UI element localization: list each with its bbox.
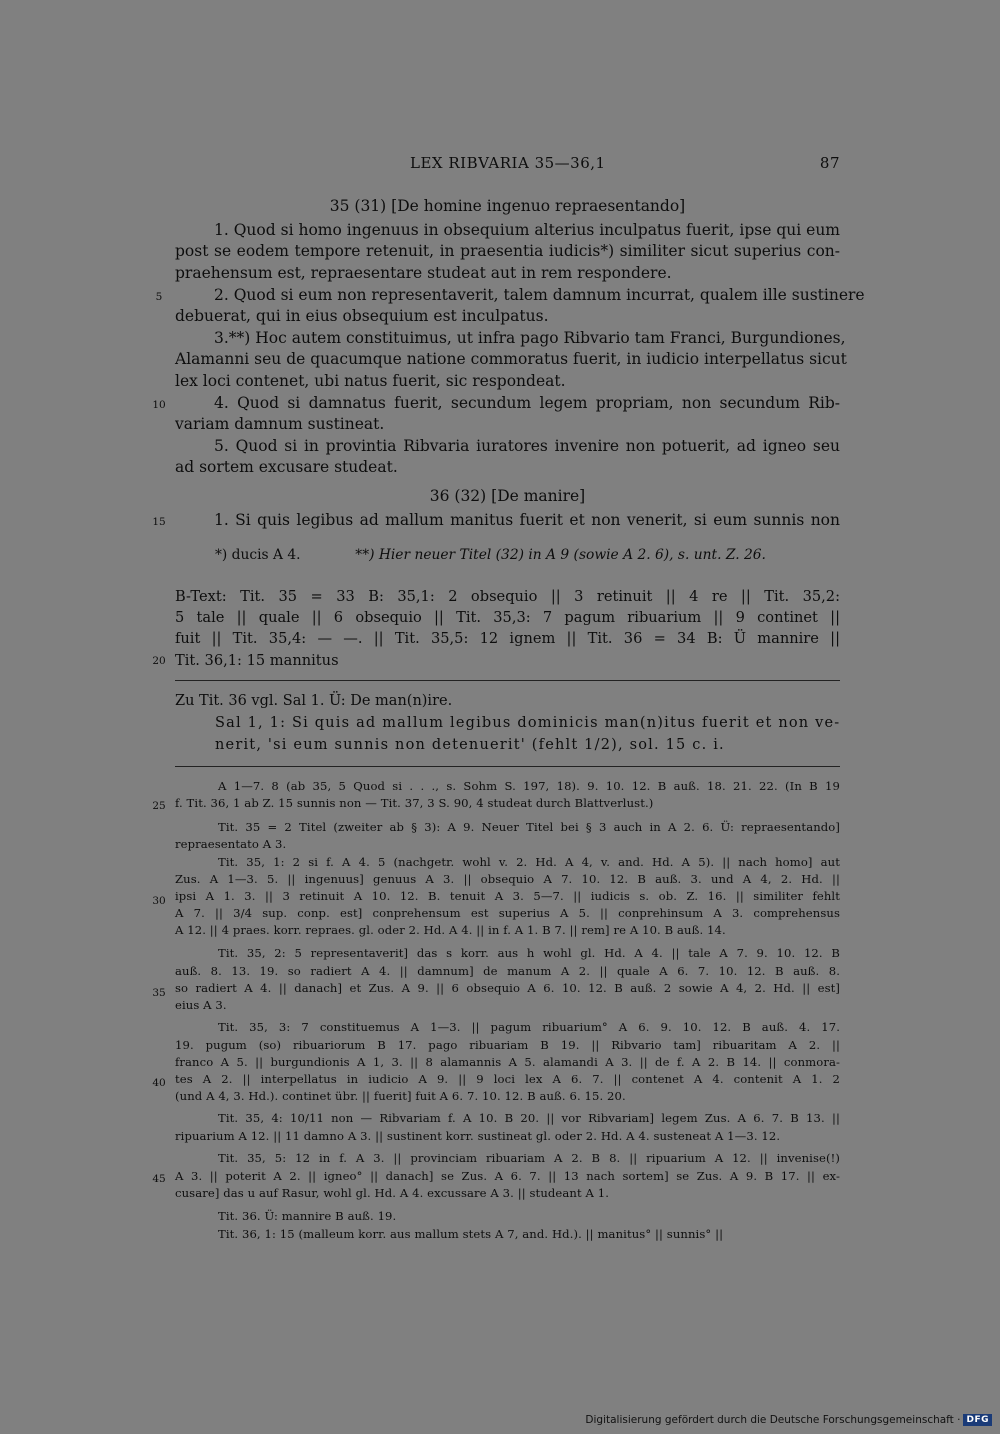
text-line: variam damnum sustineat. [175, 415, 385, 433]
title-35-heading: 35 (31) [De homine ingenuo repraesentando] [329, 197, 686, 215]
apparatus-line: auß. 8. 13. 19. so radiert A 4. || damnum] de manum A 2. || quale A 6. 7. 10. 12. B auß. 8. [175, 964, 840, 978]
b-text-line: 5 tale || quale || 6 obsequio || Tit. 35,3: 7 pagum ribuarium || 9 continet || [175, 609, 840, 626]
apparatus-line: so radiert A 4. || danach] et Zus. A 9. || 6 obsequio A 6. 10. 12. B auß. 2 sowie A 4, 2. Hd. || est] [175, 981, 840, 995]
apparatus-line: Tit. 36, 1: 15 (malleum korr. aus mallum stets A 7, and. Hd.). || manitus° || sunnis° || [218, 1227, 724, 1241]
footer-text: Digitalisierung gefördert durch die Deutsche Forschungsgemeinschaft · [585, 1414, 961, 1426]
running-header [175, 154, 840, 178]
zu-line: nerit, 'si eum sunnis non detenuerit' (fehlt 1/2), sol. 15 c. i. [215, 737, 725, 753]
b-text-line: fuit || Tit. 35,4: — —. || Tit. 35,5: 12 ignem || Tit. 36 = 34 B: Ü mannire || [175, 630, 840, 647]
text-line: 4. Quod si damnatus fuerit, secundum legem propriam, non secundum Rib- [214, 394, 840, 412]
line-number: 5 [155, 291, 163, 303]
text-line: 2. Quod si eum non representaverit, talem damnum incurrat, qualem ille sustinere [214, 286, 865, 304]
text-line: 1. Quod si homo ingenuus in obsequium alterius inculpatus fuerit, ipse qui eum [214, 221, 840, 239]
apparatus-line: ipsi A 1. 3. || 3 retinuit A 10. 12. B. tenuit A 3. 5—7. || iudicis s. ob. Z. 16. || similiter fehlt [175, 889, 840, 903]
apparatus-line: Zus. A 1—3. 5. || ingenuus] genuus A 3. || obsequio A 7. 10. 12. B auß. 3. und A 4, 2. Hd. || [175, 872, 840, 886]
apparatus-line: 19. pugum (so) ribuariorum B 17. pago ribuariam B 19. || Ribvario tam] ribuaritam A 2. || [175, 1038, 840, 1052]
apparatus-line: repraesentato A 3. [175, 837, 287, 851]
divider [175, 680, 840, 681]
apparatus-line: franco A 5. || burgundionis A 1, 3. || 8 alamannis A 5. alamandi A 3. || de f. A 2. B 14. || conmora- [175, 1055, 840, 1069]
line-number: 35 [152, 987, 166, 999]
footer-credit [585, 1414, 992, 1426]
line-number: 25 [152, 800, 166, 812]
dfg-logo: DFG [963, 1414, 992, 1426]
apparatus-line: Tit. 35, 1: 2 si f. A 4. 5 (nachgetr. wohl v. 2. Hd. A 4, v. and. Hd. A 5). || nach homo] aut [218, 855, 840, 869]
text-line: 5. Quod si in provintia Ribvaria iuratores invenire non potuerit, ad igneo seu [214, 437, 840, 455]
divider [175, 766, 840, 767]
line-number: 15 [152, 516, 166, 528]
apparatus-line: ripuarium A 12. || 11 damno A 3. || sustinent korr. sustineat gl. oder 2. Hd. A 4. susteneat A 1—3. 12. [175, 1129, 781, 1143]
text-line: debuerat, qui in eius obsequium est inculpatus. [175, 307, 549, 325]
text-line: lex loci contenet, ubi natus fuerit, sic respondeat. [175, 372, 566, 390]
b-text-line: B-Text: Tit. 35 = 33 B: 35,1: 2 obsequio || 3 retinuit || 4 re || Tit. 35,2: [175, 588, 840, 605]
text-line: praehensum est, repraesentare studeat aut in rem respondere. [175, 264, 672, 282]
apparatus-line: cusare] das u auf Rasur, wohl gl. Hd. A 4. excussare A 3. || studeant A 1. [175, 1186, 610, 1200]
apparatus-line: Tit. 35 = 2 Titel (zweiter ab § 3): A 9. Neuer Titel bei § 3 auch in A 2. 6. Ü: repraesentando] [218, 820, 840, 834]
b-text-line: Tit. 36,1: 15 mannitus [175, 652, 339, 669]
apparatus-line: Tit. 36. Ü: mannire B auß. 19. [218, 1209, 397, 1223]
page-number: 87 [819, 154, 840, 172]
apparatus-line: (und A 4, 3. Hd.). continet übr. || fuerit] fuit A 6. 7. 10. 12. B auß. 6. 15. 20. [175, 1089, 626, 1103]
text-line: ad sortem excusare studeat. [175, 458, 398, 476]
apparatus-line: A 3. || poterit A 2. || igneo° || danach] se Zus. A 6. 7. || 13 nach sortem] se Zus. A 9. B 17. || ex- [175, 1169, 840, 1183]
running-title: LEX RIBVARIA 35—36,1 [410, 154, 606, 172]
footnote-line [215, 547, 840, 563]
text-line: 1. Si quis legibus ad mallum manitus fuerit et non venerit, si eum sunnis non [214, 511, 840, 529]
apparatus-line: Tit. 35, 3: 7 constituemus A 1—3. || pagum ribuarium° A 6. 9. 10. 12. B auß. 4. 17. [218, 1020, 840, 1034]
apparatus-line: A 12. || 4 praes. korr. repraes. gl. oder 2. Hd. A 4. || in f. A 1. B 7. || rem] re A 10. B auß. 14. [175, 923, 726, 937]
line-number: 20 [152, 655, 166, 667]
text-line: post se eodem tempore retenuit, in praesentia iudicis*) similiter sicut superius con- [175, 242, 840, 260]
text-line: 3.**) Hoc autem constituimus, ut infra pago Ribvario tam Franci, Burgundiones, [214, 329, 846, 347]
footnote-b: **) Hier neuer Titel (32) in A 9 (sowie A 2. 6), s. unt. Z. 26. [355, 547, 766, 563]
text-line: Alamanni seu de quacumque natione commoratus fuerit, in iudicio interpellatus sicut [175, 350, 847, 368]
apparatus-line: f. Tit. 36, 1 ab Z. 15 sunnis non — Tit. 37, 3 S. 90, 4 studeat durch Blattverlust.) [175, 796, 654, 810]
line-number: 45 [152, 1173, 166, 1185]
line-number: 10 [152, 399, 166, 411]
footnote-a: *) ducis A 4. [215, 547, 301, 563]
apparatus-line: A 7. || 3/4 sup. conp. est] conprehensum est superius A 5. || conprehinsum A 3. comprehensus [175, 906, 840, 920]
zu-line: Sal 1, 1: Si quis ad mallum legibus dominicis man(n)itus fuerit et non ve- [215, 715, 841, 731]
apparatus-line: tes A 2. || interpellatus in iudicio A 9. || 9 loci lex A 6. 7. || contenet A 4. contenit A 1. 2 [175, 1072, 840, 1086]
apparatus-line: Tit. 35, 5: 12 in f. A 3. || provinciam ribuariam A 2. B 8. || ripuarium A 12. || invenise(!) [218, 1151, 840, 1165]
zu-line: Zu Tit. 36 vgl. Sal 1. Ü: De man(n)ire. [175, 693, 453, 709]
apparatus-line: A 1—7. 8 (ab 35, 5 Quod si . . ., s. Sohm S. 197, 18). 9. 10. 12. B auß. 18. 21. 22. (In B 19 [218, 779, 840, 793]
line-number: 30 [152, 895, 166, 907]
title-36-heading: 36 (32) [De manire] [429, 487, 586, 505]
line-number: 40 [152, 1077, 166, 1089]
apparatus-line: Tit. 35, 2: 5 representaverit] das s korr. aus h wohl gl. Hd. A 4. || tale A 7. 9. 10. 12. B [218, 946, 840, 960]
apparatus-line: eius A 3. [175, 998, 227, 1012]
apparatus-line: Tit. 35, 4: 10/11 non — Ribvariam f. A 10. B 20. || vor Ribvariam] legem Zus. A 6. 7. B 13. || [218, 1111, 840, 1125]
